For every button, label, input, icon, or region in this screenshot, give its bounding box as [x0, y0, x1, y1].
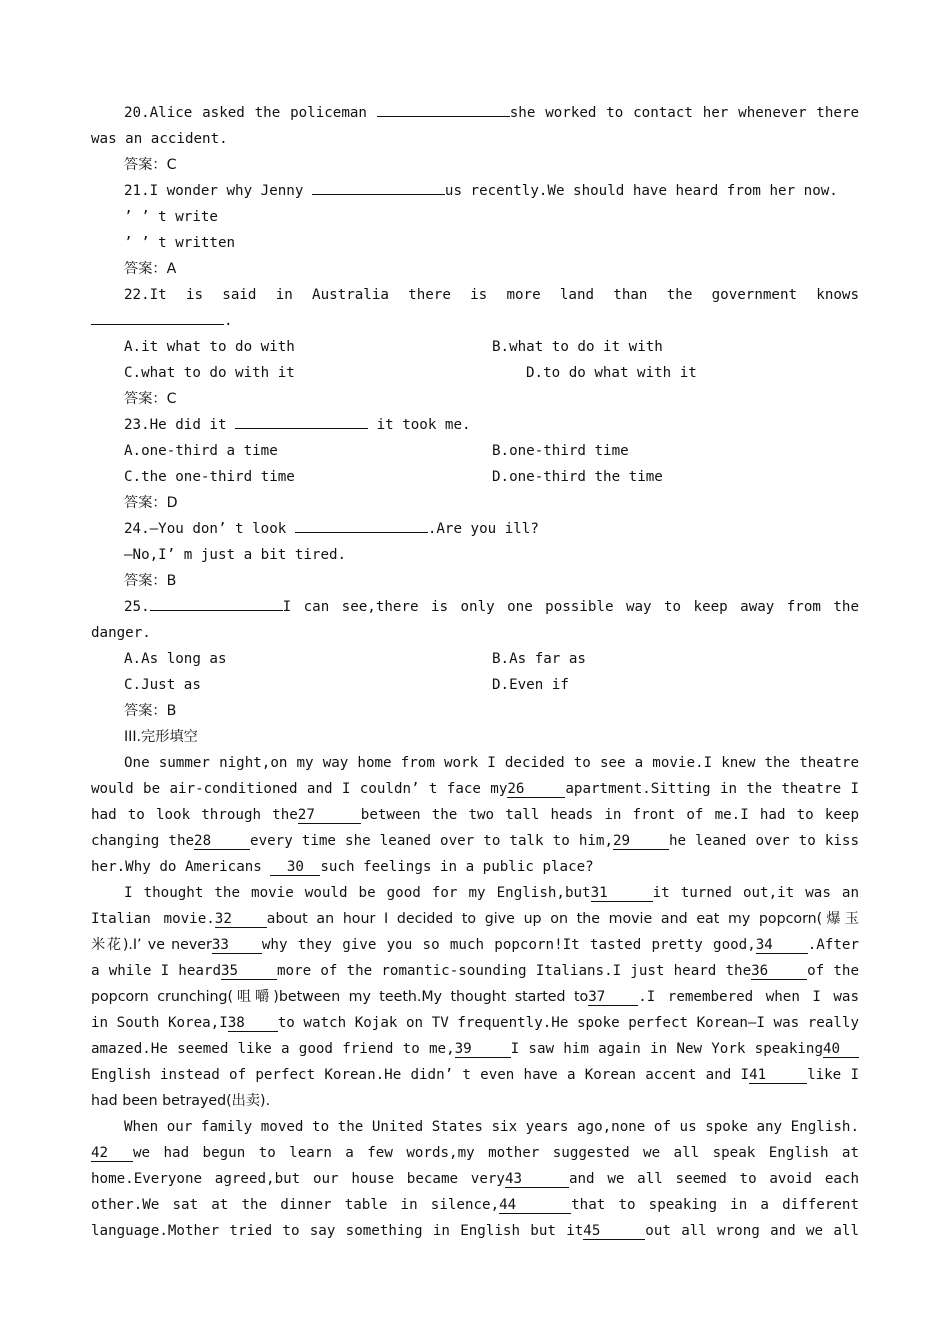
section-heading: III.完形填空	[124, 729, 198, 745]
cloze-line: 42 we had begun to learn a few words,my mother suggested we all speak English at	[91, 1145, 859, 1161]
answer-23: 答案：D	[124, 495, 178, 511]
cloze-blank-32: 32	[215, 911, 267, 928]
option-a: A.it what to do with	[124, 339, 295, 355]
question-22-blank: .	[91, 308, 859, 334]
cloze-blank-33: 33	[212, 937, 262, 954]
answer-22: 答案：C	[124, 391, 177, 407]
cloze-blank-26: 26	[507, 781, 565, 798]
answer-blank	[150, 596, 283, 611]
cloze-blank-30: 30	[270, 859, 320, 876]
question-24: 24.—You don’ t look .Are you ill?	[91, 516, 859, 542]
answer-25: 答案：B	[124, 703, 177, 719]
option-21-1: ’ ’ t write	[124, 209, 218, 225]
cloze-line: English instead of perfect Korean.He didn’ t even have a Korean accent and I41 like I	[91, 1067, 859, 1083]
option-21-2: ’ ’ t written	[124, 235, 236, 251]
cloze-line: in South Korea,I38 to watch Kojak on TV frequently.He spoke perfect Korean—I was really	[91, 1015, 859, 1031]
question-23: 23.He did it it took me.	[91, 412, 859, 438]
cloze-blank-44: 44	[499, 1197, 571, 1214]
option-d: D.one-third the time	[492, 469, 663, 485]
document-page	[91, 100, 859, 1244]
question-20: 20.Alice asked the policeman she worked to contact her whenever there	[91, 100, 859, 126]
cloze-line: a while I heard35 more of the romantic-sounding Italians.I just heard the36 of the	[91, 963, 860, 979]
option-c: C.what to do with it	[124, 365, 295, 381]
option-b: B.As far as	[492, 651, 586, 667]
option-d: D.Even if	[492, 677, 569, 693]
options-25-ab	[91, 646, 859, 672]
cloze-blank-45: 45	[583, 1223, 645, 1240]
question-20-cont: was an accident.	[91, 131, 228, 147]
cloze-blank-27: 27	[298, 807, 361, 824]
options-23-cd	[91, 464, 859, 490]
option-c: C.the one-third time	[124, 469, 295, 485]
cloze-blank-35: 35	[221, 963, 277, 980]
answer-blank	[312, 180, 445, 195]
option-b: B.what to do it with	[492, 339, 663, 355]
cloze-blank-43: 43	[505, 1171, 569, 1188]
cloze-line: Italian movie.32 about an hour I decided to give up on the movie and eat my popcorn(爆玉	[91, 911, 859, 927]
cloze-blank-38: 38	[228, 1015, 278, 1032]
cloze-line: would be air-conditioned and I couldn’ t face my26 apartment.Sitting in the theatre I	[91, 781, 859, 797]
question-25-cont: danger.	[91, 625, 151, 641]
cloze-line: amazed.He seemed like a good friend to me,39 I saw him again in New York speaking40	[91, 1036, 859, 1062]
option-d: D.to do what with it	[526, 365, 697, 381]
cloze-line: 米花).I’ ve never33 why they give you so much popcorn!It tasted pretty good,34 .After	[91, 937, 859, 953]
options-25-cd	[91, 672, 859, 698]
cloze-blank-31: 31	[591, 885, 653, 902]
cloze-blank-34: 34	[756, 937, 808, 954]
cloze-blank-29: 29	[613, 833, 669, 850]
option-a: A.one-third a time	[124, 443, 278, 459]
cloze-line: had been betrayed(出卖).	[91, 1093, 271, 1109]
options-22-ab	[91, 334, 859, 360]
answer-21: 答案：A	[124, 261, 177, 277]
question-22: 22.It is said in Australia there is more land than the government knows	[124, 287, 859, 303]
cloze-line: popcorn crunching(咀嚼)between my teeth.My thought started to37 .I remembered when I was	[91, 989, 860, 1005]
answer-blank	[91, 310, 224, 325]
answer-24: 答案：B	[124, 573, 177, 589]
answer-blank	[377, 102, 510, 117]
cloze-line: had to look through the27 between the two tall heads in front of me.I had to keep	[91, 807, 859, 823]
question-21: 21.I wonder why Jenny us recently.We should have heard from her now.	[91, 178, 859, 204]
cloze-line: language.Mother tried to say something in English but it45 out all wrong and we all	[91, 1223, 859, 1239]
answer-blank	[235, 414, 368, 429]
option-b: B.one-third time	[492, 443, 629, 459]
answer-20: 答案：C	[124, 157, 177, 173]
cloze-line: One summer night,on my way home from work I decided to see a movie.I knew the theatre	[124, 755, 859, 771]
cloze-blank-39: 39	[455, 1041, 511, 1058]
option-c: C.Just as	[124, 677, 201, 693]
cloze-line: I thought the movie would be good for my English,but31 it turned out,it was an	[124, 885, 859, 901]
cloze-blank-42: 42	[91, 1145, 133, 1162]
cloze-line: When our family moved to the United States six years ago,none of us spoke any English.	[124, 1119, 859, 1135]
question-24-reply: —No,I’ m just a bit tired.	[124, 547, 347, 563]
options-22-cd	[91, 360, 859, 386]
question-25: 25. I can see,there is only one possible way to keep away from the	[91, 594, 859, 620]
options-23-ab	[91, 438, 859, 464]
cloze-line: changing the28 every time she leaned over to talk to him,29 he leaned over to kiss	[91, 833, 860, 849]
cloze-blank-37: 37	[588, 989, 638, 1006]
cloze-line: her.Why do Americans 30 such feelings in a public place?	[91, 859, 594, 875]
answer-blank	[295, 518, 428, 533]
cloze-line: other.We sat at the dinner table in silence,44 that to speaking in a different	[91, 1197, 859, 1213]
cloze-blank-28: 28	[194, 833, 250, 850]
cloze-blank-36: 36	[751, 963, 807, 980]
cloze-blank-40: 40	[823, 1041, 859, 1058]
option-a: A.As long as	[124, 651, 227, 667]
cloze-line: home.Everyone agreed,but our house became very43 and we all seemed to avoid each	[91, 1171, 859, 1187]
cloze-blank-41: 41	[749, 1067, 807, 1084]
